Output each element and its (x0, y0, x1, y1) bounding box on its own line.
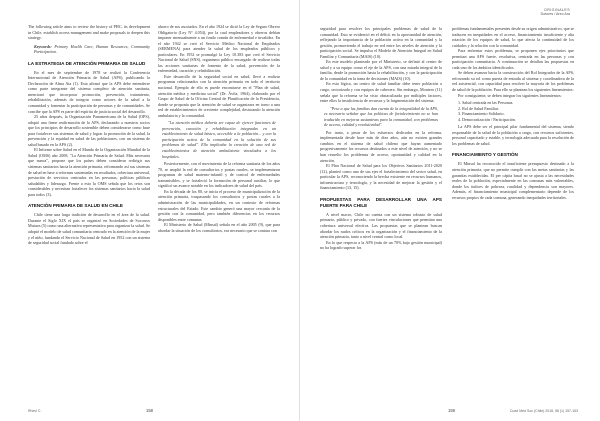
header-authors: Dotores / Areo Ara (540, 12, 570, 17)
paragraph: En el mes de septiembre de 1978 se realizó la Conferencia Internacional de Atención Primaria de Salud (APS), publicando la Declaración de Alma Ata (1). Esta afirmó que la APS debe entenderse como parte integrante del sistema completo de atención sanitaria, mencionó que incorporar promoción, prevención, tratamiento, rehabilitación, además de integrar como actores de la salud a la comunidad y fomentar la participación de personas y de comunidades. Se concibe que la APS es parte del espíritu de justicia social del desarrollo. (28, 69, 150, 114)
paragraph: Chile tiene una larga tradición de desarrollo en el área de la salud. Durante el Siglo XIX el país se organizó en Sociedades de Socorros Mutuos (5) como una alternativa representativa para organizar la salud. Se adoptó el modelo de salud comunitaria centrado en la atención de la mujer y el niño, fundando el Servicio Nacional de Salud en 1952 con un sistema de seguridad social fundado sobre el (28, 212, 150, 246)
footer-author: Rhevi C. (28, 409, 42, 413)
list-item: 4. Democratización / Participación. (458, 116, 516, 122)
abstract-text: The following article aims to review the history of PHC, its development in Chile, establish access management and make proposals to deepen this strategy. (28, 24, 150, 41)
paragraph: Se deben avanzar hacia la construcción del Rol Integrador de la APS, reforzando su rol como puerta de entrada al sistema y coordinadora de la red asistencial, con capacidad para resolver la mayoría de los problemas de salud de la población. Para ello se plantean los siguientes lineamientos: (452, 70, 574, 93)
running-header (541, 8, 570, 16)
right-page (300, 0, 600, 421)
list-item: 1. Salud centrada en las Personas. (458, 100, 514, 106)
page-number: 159 (448, 408, 455, 413)
paragraph: En este modelo planteado por el Ministerio, se definió al centro de salud y a su equipo como el eje de la APS, con una mirada integral de la familia, desde la promoción hasta la rehabilitación, y con la participación de la comunidad en la toma de decisiones (MAIS) (10). (320, 59, 442, 81)
left-column-2 (158, 24, 280, 233)
paragraph: seguridad para resolver los principales problemas de salud de la comunidad. Esto se evidenció en el déficit en la oportunidad de atención, reflejando la importancia de la población activa en la comunidad y la gestión, promoviendo el trabajo en red entre los niveles de atención y la participación social. Se impulsa el Modelo de Atención Integral en Salud Familiar y Comunitaria (MAIS) (10). (320, 26, 442, 59)
list-item: 3. Financiamiento Solidario. (458, 111, 505, 117)
section-heading: FINANCIAMIENTO Y GESTIÓN (452, 152, 518, 158)
paragraph: En la década de los 80, se inicia el proceso de municipalización de la atención primaria, traspasando los consultorios y postas rurales a la administración de las municipalidades, en un contexto de reformas estructurales del Estado. Este cambio generó una mayor cercanía de la gestión con la comunidad, pero también diferencias en los recursos disponibles entre comunas. (158, 188, 280, 222)
paragraph: Para enfrentar estos problemas, se proponen ejes prioritarios que permitan una APS fuerte, resolutiva, centrada en las personas y con participación comunitaria. A continuación se detallan las propuestas en cada uno de los ámbitos identificados. (452, 48, 574, 70)
right-column-2 (452, 26, 574, 200)
keywords-label: Keywords: (34, 43, 52, 49)
block-quote: "Pese a que las familias dan cuenta de la integralidad de la APS, es necesario señalar que las políticas de fortalecimiento no se han traducido en mejoras sustantivas para la comunidad, con problemas de acceso, calidad y resolutividad". (324, 105, 438, 128)
block-quote: "La atención médica debería ser capaz de ejercer funciones de prevención, curación y rehabilitación integradas en un establecimiento de salud básico, accesible a la población... y con la participación activa de la comunidad en la solución de sus problemas de salud". Ello implicaba la creación de una red de establecimientos de atención ambulatoria vinculados a los hospitales. (162, 120, 276, 159)
paragraph: Por tanto, a pesar de los esfuerzos dedicados en la reforma, implementada desde hace más de diez años, aún no existen grandes cambios en el sistema de salud chileno que hayan aumentado progresivamente los recursos destinados a este nivel de atención, y no se han resuelto los problemas de acceso, oportunidad y calidad en la atención. (320, 129, 442, 163)
paragraph: problemas fundamentales presentes desde su origen administrativo, que se traducen en inequidades en el acceso, financiamiento insuficiente y alta rotación de los equipos de salud, lo que afecta la continuidad de los cuidados y la relación con la comunidad. (452, 26, 574, 48)
left-column-1 (28, 24, 150, 246)
paragraph: El Ministerio de Salud (Minsal) señala en el año 2005 (9), que para abordar la situación de los consultorios, era necesario que se contara con (158, 222, 280, 233)
page-number: 158 (146, 408, 153, 413)
list-item: 2. Rol de Salud Familiar. (458, 105, 499, 111)
paragraph: El Plan Nacional de Salud para los Objetivos Sanitarios 2011-2020 (12), planteó como uno de sus ejes el fortalecimiento del sector salud, en particular la APS, reconociendo la brecha existente en recursos humanos, infraestructura y tecnología, y la necesidad de mejorar la gestión y el financiamiento (13, 15). (320, 163, 442, 191)
paragraph: La APS debe ser el principal pilar fundamental del sistema, siendo responsable de la salud de la población a cargo, con recursos suficientes, personal capacitado y estable, y tecnología adecuada para la resolución de los problemas de salud. (452, 124, 574, 146)
paragraph: 25 años después, la Organización Panamericana de la Salud (OPS), adoptó una firme reafirmación de la APS, declarando a nuestros socios que los principios de desarrollo sostenible deben considerarse como base para fortalecer sus sistemas de salud y lograr la promoción de la salud, la prevención y la equidad en salud de las poblaciones, con un sistema de salud basado en la APS (2). (28, 114, 150, 147)
paragraph: Este desarrollo de la seguridad social en salud, llevó a realizar programas relacionados con la atención primaria en todo el territorio nacional. Ejemplo de ello es puede encontrarse en el "Plan de salud, atención médica y medicina social" (Dr. Ávila, 1964), elaborado por el Grupo de Salud de la Oficina Central de Planificación de la Presidencia, donde se proponía que la atención de salud se organizara en torno a una red de establecimientos de creciente complejidad, destacando la atención ambulatoria y la comunidad. (158, 73, 280, 118)
section-heading: ATENCIÓN PRIMARIA DE SALUD EN CHILE (28, 203, 123, 209)
keywords-text: Primary Health Care, Human Resources, Community Participation. (34, 43, 150, 55)
header-section: ORIGINALES (544, 8, 570, 12)
paragraph: Posteriormente, con el movimiento de la reforma sanitaria de los años 70, se amplió la red de consultorios y postas rurales, se implementaron programas de salud materno-infantil y de control de enfermedades transmisibles, y se fortaleció la formación de personal auxiliar, lo que significó un avance notable en los indicadores de salud del país. (158, 161, 280, 189)
paragraph: En esta lógica, un centro de salud familiar debe tener población a cargo, sectorizada y con equipos de cabecera. Sin embargo, Montero (11) señala que la reforma se ha visto obstaculizada por múltiples factores, entre ellos la insuficiencia de recursos y la fragmentación del sistema. (320, 81, 442, 104)
paragraph: En lo que respecta a la APS (más de un 70% bajo gestión municipal) no ha logrado superar los (320, 239, 442, 251)
right-column-1 (320, 26, 442, 251)
paragraph: El Minsal ha reconocido el insuficiente presupuesto destinado a la atención primaria, que no permite cumplir con las metas sanitarias y las garantías establecidas. El per cápita basal no se ajusta a las necesidades reales de la población, especialmente en las comunas más vulnerables, donde los índices de pobreza, ruralidad y dependencia son mayores. Además, el financiamiento municipal complementario depende de los recursos propios de cada comuna, generando inequidades territoriales. (452, 161, 574, 200)
footer-citation: Cuad Méd Soc (Chile) 2018, 58 (1) 157-163 (509, 409, 578, 413)
paragraph: ahorro de sus asociados. En el año 1924 se dictó la Ley de Seguro Obrero Obligatorio (Ley N° 4.054), por la cual empleadores y obreros debían imponer mensualmente a un fondo común de enfermedad e invalidez. En el año 1942 se creó el Servicio Médico Nacional de Empleados (SERMENA) para atender la salud de los empleados públicos y particulares. En 1952 se promulgó la Ley 10.383 que creó el Servicio Nacional de Salud (SNS), organismo público encargado de realizar todas las acciones sanitarias de fomento de la salud, prevención de la enfermedad, curación y rehabilitación. (158, 24, 280, 74)
section-heading: LA ESTRATEGIA DE ATENCIÓN PRIMARIA DE SALUD (28, 60, 146, 66)
numbered-list (458, 100, 574, 122)
section-heading: PROPUESTAS PARA DESARROLLAR UNA APS FUERTE PARA CHILE (320, 196, 442, 208)
paragraph: El Informe sobre Salud en el Mundo de la Organización Mundial de la Salud (OMS) año 2008, "La Atención Primaria de Salud: Más necesaria que nunca", propone que los países deben considerar redirigir sus sistemas sanitarios hacia la atención primaria, reformando así sus sistemas de salud en base a reformas sustentadas en resultados, cobertura universal, prestación de servicios centrados en las personas, políticas públicas saludables y liderazgo. Frente a esto la OMS señala que los retos son considerables y necesitan fortalecer los sistemas sanitarios hacia la salud para todos (3). (28, 147, 150, 197)
paragraph: A nivel macro, Chile no cuenta con un sistema robusto de salud primario, público y privado, con fuertes vinculaciones que permitan una cobertura universal efectiva. Las propuestas que se plantean buscan abordar los nudos críticos en la organización y el financiamiento de la atención primaria, tanto a nivel central como local. (320, 211, 442, 240)
list-intro: Por consiguiente, se deben integrar los siguientes lineamientos: (458, 92, 562, 98)
keywords-line (34, 44, 150, 55)
